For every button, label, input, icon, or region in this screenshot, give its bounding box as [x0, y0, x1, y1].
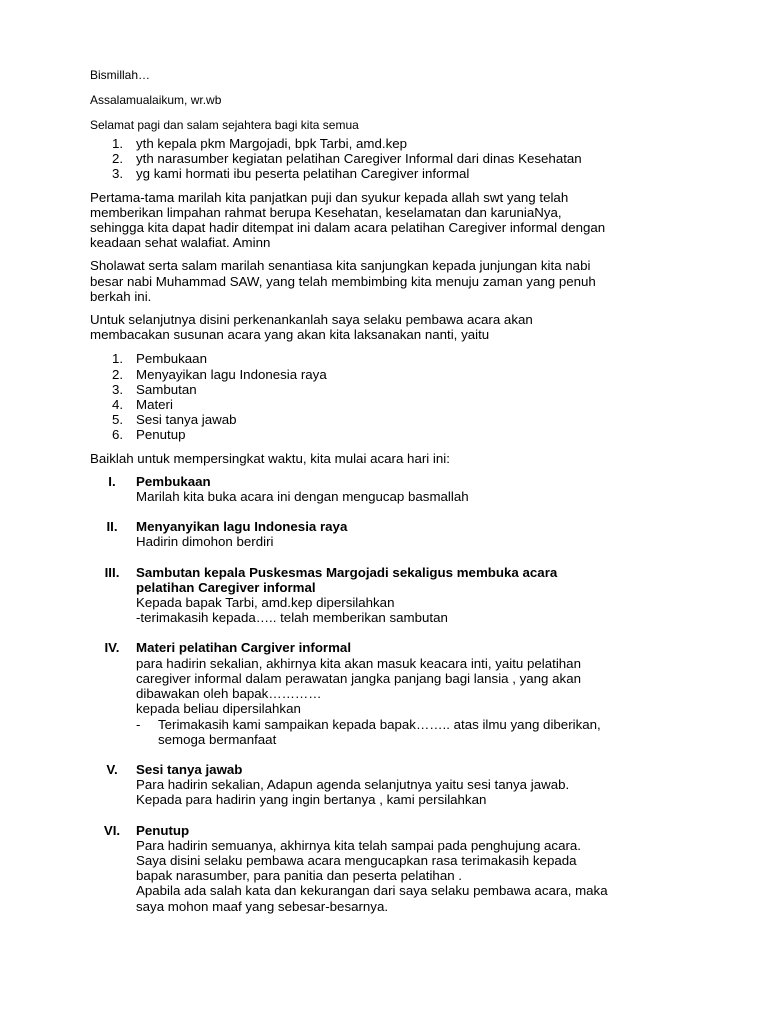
section-line: para hadirin sekalian, akhirnya kita akan masuk keacara inti, yaitu pelatihan [136, 655, 581, 671]
section-line: Marilah kita buka acara ini dengan mengucap basmallah [136, 489, 469, 505]
paragraph-line: berkah ini. [90, 288, 152, 304]
section-line: Hadirin dimohon berdiri [136, 534, 274, 550]
list-text: Sambutan [136, 381, 197, 397]
paragraph-line: membacakan susunan acara yang akan kita laksanakan nanti, yaitu [90, 327, 490, 343]
list-item [90, 351, 690, 366]
dash-item [136, 717, 690, 747]
dash-marker: - [136, 716, 141, 732]
section-lagu [90, 519, 690, 549]
list-number: 5. [112, 412, 124, 428]
paragraph-gratitude [90, 190, 690, 251]
list-text: Penutup [136, 427, 186, 443]
list-number: 2. [112, 151, 124, 167]
section-line: semoga bermanfaat [158, 731, 277, 747]
list-item [90, 166, 690, 181]
paragraph-agenda-intro [90, 312, 690, 342]
list-text: Materi [136, 397, 173, 413]
list-number: 6. [112, 427, 124, 443]
list-number: 3. [112, 166, 124, 182]
paragraph-line: memberikan limpahan rahmat berupa Kesehatan, keselamatan dan karuniaNya, [90, 204, 562, 220]
list-text: Sesi tanya jawab [136, 412, 237, 428]
section-number: III. [104, 564, 120, 580]
section-penutup [90, 823, 690, 914]
respected-list [90, 136, 690, 182]
section-title: Penutup [136, 822, 190, 838]
intro-start: Baiklah untuk mempersingkat waktu, kita mulai acara hari ini: [90, 450, 450, 466]
list-item [90, 382, 690, 397]
section-line: Para hadirin sekalian, Adapun agenda selanjutnya yaitu sesi tanya jawab. [136, 777, 570, 793]
opening-greeting: Selamat pagi dan salam sejahtera bagi kita semua [90, 118, 359, 132]
section-line: Kepada bapak Tarbi, amd.kep dipersilahkan [136, 595, 395, 611]
section-sambutan [90, 565, 690, 626]
section-number: II. [106, 519, 118, 535]
list-item [90, 427, 690, 442]
list-text: Pembukaan [136, 351, 207, 367]
section-line: bapak narasumber, para panitia dan peserta pelatihan . [136, 868, 463, 884]
paragraph-sholawat [90, 258, 690, 304]
section-title: Menyanyikan lagu Indonesia raya [136, 519, 348, 535]
list-number: 2. [112, 366, 124, 382]
paragraph-line: Untuk selanjutnya disini perkenankanlah saya selaku pembawa acara akan [90, 312, 533, 328]
section-number: VI. [103, 822, 121, 838]
section-materi [90, 640, 690, 746]
paragraph-line: Pertama-tama marilah kita panjatkan puji dan syukur kepada allah swt yang telah [90, 189, 569, 205]
paragraph-line: sehingga kita dapat hadir ditempat ini dalam acara pelatihan Caregiver informal dengan [90, 220, 606, 236]
section-line: Terimakasih kami sampaikan kepada bapak…….. atas ilmu yang diberikan, [158, 716, 601, 732]
section-line: dibawakan oleh bapak………… [136, 686, 322, 702]
list-text: yg kami hormati ibu peserta pelatihan Caregiver informal [136, 166, 470, 182]
list-item [90, 136, 690, 151]
section-line: Kepada para hadirin yang ingin bertanya , kami persilahkan [136, 792, 487, 808]
list-text: Menyayikan lagu Indonesia raya [136, 366, 327, 382]
section-line: kepada beliau dipersilahkan [136, 701, 301, 717]
paragraph-line: Sholawat serta salam marilah senantiasa kita sanjungkan kepada junjungan kita nabi [90, 258, 591, 274]
list-item [90, 412, 690, 427]
section-title: Pembukaan [136, 473, 211, 489]
document-page [90, 68, 690, 914]
section-title: Materi pelatihan Cargiver informal [136, 640, 352, 656]
section-line: Para hadirin semuanya, akhirnya kita telah sampai pada penghujung acara. [136, 837, 581, 853]
section-title: Sambutan kepala Puskesmas Margojadi sekaligus membuka acara [136, 564, 558, 580]
opening-bismillah: Bismillah… [90, 68, 151, 82]
section-line: -terimakasih kepada….. telah memberikan sambutan [136, 610, 448, 626]
section-line: saya mohon maaf yang sebesar-besarnya. [136, 898, 389, 914]
agenda-list [90, 351, 690, 442]
section-number: IV. [104, 640, 120, 656]
list-item [90, 367, 690, 382]
section-pembukaan [90, 474, 690, 504]
section-title: Sesi tanya jawab [136, 761, 243, 777]
list-number: 3. [112, 381, 124, 397]
list-item [90, 397, 690, 412]
opening-salam: Assalamualaikum, wr.wb [90, 93, 222, 107]
section-line: Saya disini selaku pembawa acara mengucapkan rasa terimakasih kepada [136, 852, 577, 868]
section-line: Apabila ada salah kata dan kekurangan dari saya selaku pembawa acara, maka [136, 883, 608, 899]
paragraph-line: besar nabi Muhammad SAW, yang telah membimbing kita menuju zaman yang penuh [90, 273, 596, 289]
section-line: caregiver informal dalam perawatan jangka panjang bagi lansia , yang akan [136, 670, 581, 686]
list-number: 4. [112, 397, 124, 413]
list-text: yth narasumber kegiatan pelatihan Caregiver Informal dari dinas Kesehatan [136, 151, 582, 167]
list-number: 1. [112, 351, 124, 367]
section-number: V. [106, 761, 118, 777]
section-title: pelatihan Caregiver informal [136, 579, 316, 595]
section-number: I. [108, 473, 116, 489]
section-tanya-jawab [90, 762, 690, 808]
list-number: 1. [112, 136, 124, 151]
paragraph-line: keadaan sehat walafiat. Aminn [90, 235, 271, 251]
list-item [90, 151, 690, 166]
list-text: yth kepala pkm Margojadi, bpk Tarbi, amd.kep [136, 136, 408, 151]
